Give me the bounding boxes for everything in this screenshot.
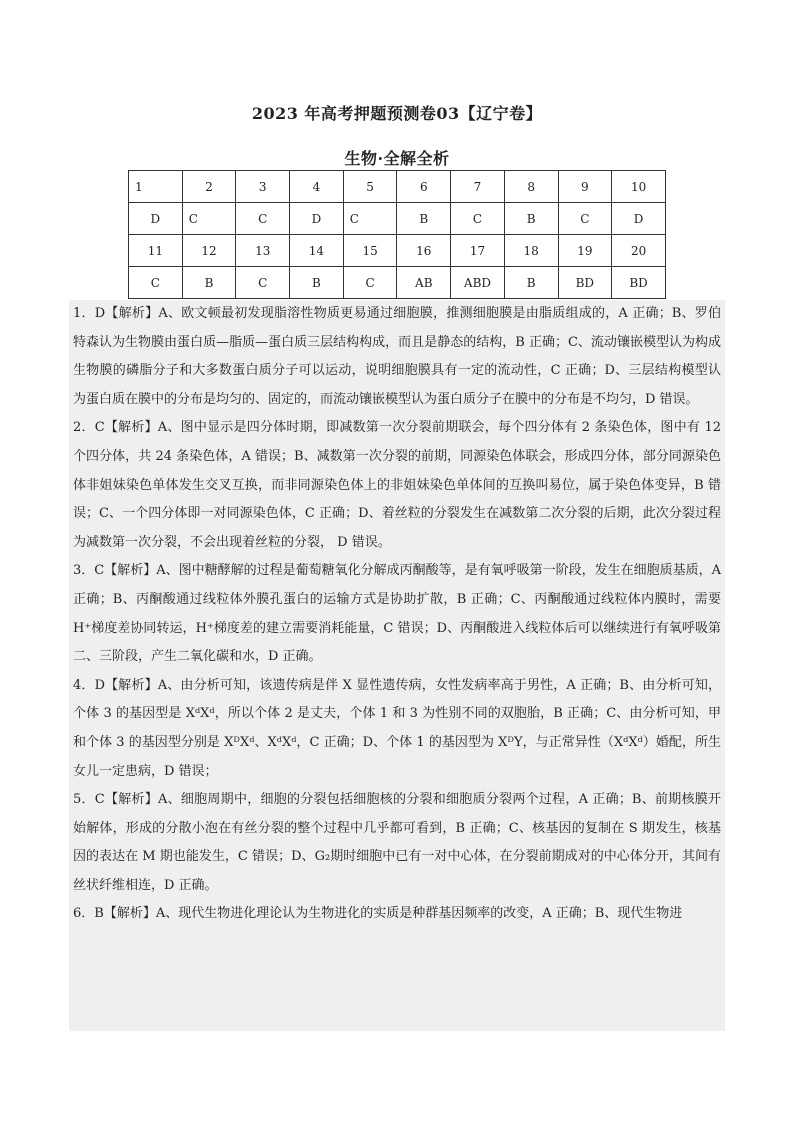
answer-table-cell: 13 (236, 235, 290, 267)
answer-table-cell: 1 (129, 171, 183, 203)
explanation-paragraph (69, 557, 725, 671)
explanation-lead: 6．B【解析】 (73, 906, 156, 922)
explanation-text: A、欧文顿最初发现脂溶性物质更易通过细胞膜，推测细胞膜是由脂质组成的，A 正确；B、罗伯特森认为生物膜由蛋白质—脂质—蛋白质三层结构构成，而且是静态的结构，B 正确；C、流动镶嵌模型认为构成生物膜的磷脂分子和大多数蛋白质分子可以运动，说明细胞膜具有一定的流动性，C 正确；D、三层结构模型认为蛋白质在膜中的分布是均匀的、固定的，而流动镶嵌模型认为蛋白质分子在膜中的分布是不均匀，D 错误。 (73, 306, 721, 407)
explanation-text: A、图中糖酵解的过程是葡萄糖氧化分解成丙酮酸等，是有氧呼吸第一阶段，发生在细胞质基质，A 正确；B、丙酮酸通过线粒体外膜孔蛋白的运输方式是协助扩散，B 正确；C、丙酮酸通过线粒体内膜时，需要 H⁺梯度差协同转运，H⁺梯度差的建立需要消耗能量，C 错误；D、丙酮酸进入线粒体后可以继续进行有氧呼吸第二、三阶段，产生二氧化碳和水，D 正确。 (73, 563, 721, 665)
answer-table-cell: 19 (558, 235, 612, 267)
answer-table-cell: 18 (504, 235, 558, 267)
page-title: 2023 年高考押题预测卷03【辽宁卷】 (251, 104, 543, 123)
answer-table-cell: D (290, 203, 344, 235)
answer-table-cell: 6 (397, 171, 451, 203)
answer-table-row (129, 203, 666, 235)
answer-table-cell: B (290, 267, 344, 299)
answer-table-cell: BD (612, 267, 666, 299)
explanation-paragraph (69, 900, 725, 929)
answer-table (128, 170, 666, 299)
explanation-text: A、现代生物进化理论认为生物进化的实质是种群基因频率的改变，A 正确；B、现代生物进 (155, 906, 683, 922)
answer-table-cell: 4 (290, 171, 344, 203)
explanation-section (69, 300, 725, 1031)
answer-table-cell: B (397, 203, 451, 235)
answer-table-row (129, 235, 666, 267)
explanation-paragraph (69, 300, 725, 414)
answer-table-cell: C (558, 203, 612, 235)
answer-table-cell: 7 (451, 171, 505, 203)
answer-table-cell: 16 (397, 235, 451, 267)
answer-table-cell: 3 (236, 171, 290, 203)
answer-table-cell: AB (397, 267, 451, 299)
answer-table-cell: 2 (182, 171, 236, 203)
explanation-lead: 5．C【解析】 (73, 792, 159, 808)
answer-table-row (129, 267, 666, 299)
answer-table-cell: D (612, 203, 666, 235)
answer-table-cell: C (343, 267, 397, 299)
answer-table-cell: C (343, 203, 397, 235)
explanation-paragraph (69, 672, 725, 786)
answer-table-cell: BD (558, 267, 612, 299)
answer-table-cell: 8 (504, 171, 558, 203)
answer-table-cell: C (451, 203, 505, 235)
answer-table-cell: 20 (612, 235, 666, 267)
explanation-lead: 3．C【解析】 (73, 563, 157, 579)
explanation-paragraph (69, 414, 725, 557)
answer-table-cell: C (236, 267, 290, 299)
explanation-paragraph (69, 786, 725, 900)
answer-table-cell: 10 (612, 171, 666, 203)
answer-table-cell: B (504, 203, 558, 235)
explanation-text: A、由分析可知，该遗传病是伴 X 显性遗传病，女性发病率高于男性，A 正确；B、由分析可知，个体 3 的基因型是 XᵈXᵈ，所以个体 2 是丈夫，个体 1 和 3 为性别不同的双胞胎，B 正确；C、由分析可知，甲和个体 3 的基因型分别是 XᴰXᵈ、XᵈXᵈ，C 正确；D、个体 1 的基因型为 XᴰY，与正常异性（XᵈXᵈ）婚配，所生女儿一定患病，D 错误； (73, 677, 721, 779)
explanation-text: A、图中显示是四分体时期，即减数第一次分裂前期联会，每个四分体有 2 条染色体，图中有 12 个四分体，共 24 条染色体，A 错误；B、减数第一次分裂的前期，同源染色体联会，形成四分体，部分同源染色体非姐妹染色单体发生交叉互换，而非同源染色体上的非姐妹染色单体间的互换叫易位，属于染色体变异，B 错误；C、一个四分体即一对同源染色体，C 正确；D、着丝粒的分裂发生在减数第二次分裂的后期，此次分裂过程为减数第一次分裂，不会出现着丝粒的分裂， D 错误。 (73, 420, 722, 550)
page-subtitle: 生物·全解全析 (344, 149, 450, 168)
explanation-text: A、细胞周期中，细胞的分裂包括细胞核的分裂和细胞质分裂两个过程，A 正确；B、前期核膜开始解体，形成的分散小泡在有丝分裂的整个过程中几乎都可看到，B 正确；C、核基因的复制在 S 期发生，核基因的表达在 M 期也能发生，C 错误；D、G₂期时细胞中已有一对中心体，在分裂前期成对的中心体分开，其间有丝状纤维相连，D 正确。 (73, 792, 721, 893)
answer-table-cell: C (236, 203, 290, 235)
answer-table-cell: 14 (290, 235, 344, 267)
answer-table-cell: B (504, 267, 558, 299)
answer-table-cell: 11 (129, 235, 183, 267)
answer-table-cell: 17 (451, 235, 505, 267)
answer-table-cell: C (129, 267, 183, 299)
answer-table-row (129, 171, 666, 203)
answer-table-cell: 5 (343, 171, 397, 203)
explanation-lead: 2．C【解析】 (73, 420, 158, 436)
answer-table-cell: 12 (182, 235, 236, 267)
answer-table-cell: D (129, 203, 183, 235)
answer-table-cell: ABD (451, 267, 505, 299)
answer-table-cell: B (182, 267, 236, 299)
explanation-lead: 4．D【解析】 (73, 677, 158, 693)
answer-table-cell: 15 (343, 235, 397, 267)
explanation-lead: 1．D【解析】 (73, 306, 159, 321)
answer-table-cell: 9 (558, 171, 612, 203)
answer-table-cell: C (182, 203, 236, 235)
